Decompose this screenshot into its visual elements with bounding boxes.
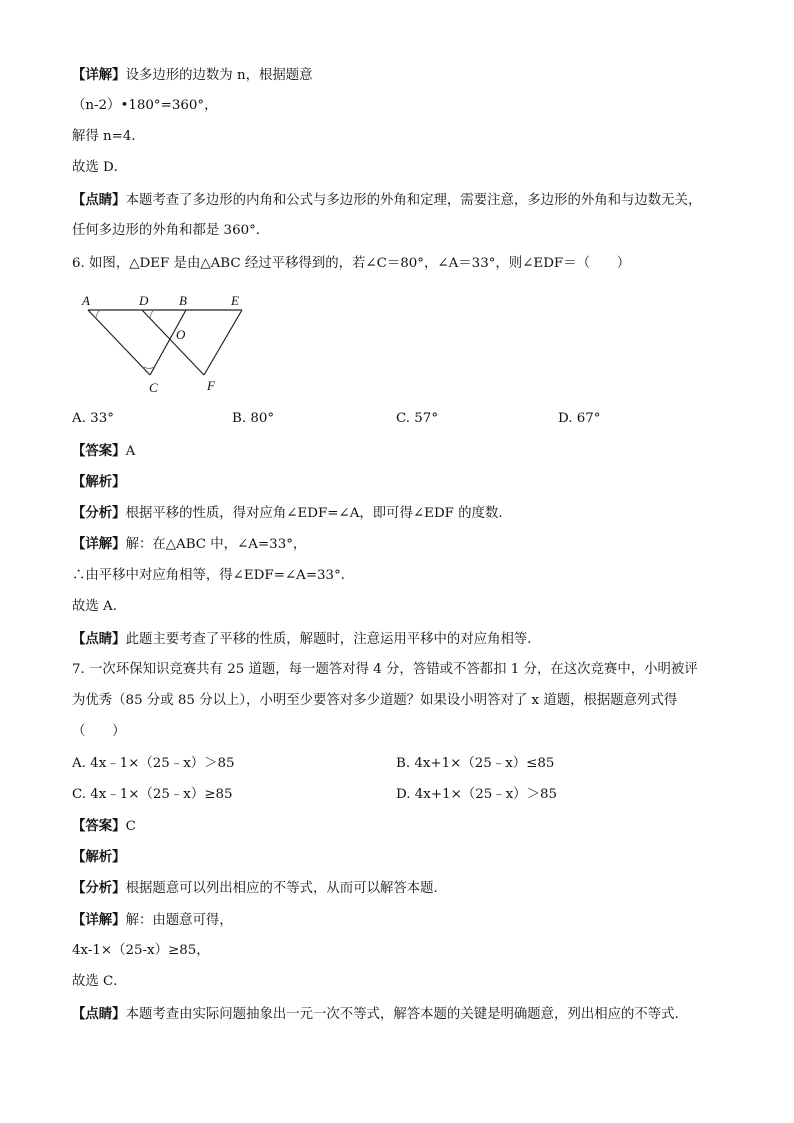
angle-mark-a xyxy=(96,310,100,318)
q6-answer-value: A xyxy=(125,444,136,459)
label-e: E xyxy=(231,293,239,308)
line-ac xyxy=(88,310,150,375)
line-ef xyxy=(204,310,242,375)
q7-answer xyxy=(72,817,136,836)
q7-option-b: B. 4x+1×（25﹣x）≤85 xyxy=(396,756,555,771)
label-b: B xyxy=(179,293,187,308)
q6-option-d: D. 67° xyxy=(558,411,601,426)
label-d: D xyxy=(139,293,149,308)
detail-tag: 【详解】 xyxy=(72,67,126,83)
q7-answer-tag: 【答案】 xyxy=(72,818,126,834)
q7-choose: 故选 C． xyxy=(72,974,127,989)
question-6-stem: 6. 如图，△DEF 是由△ABC 经过平移得到的，若∠C＝80°，∠A＝33°，则∠EDF＝（ ） xyxy=(72,256,631,271)
angle-mark-d xyxy=(150,310,154,318)
q6-step2: ∴由平移中对应角相等，得∠EDF=∠A=33°． xyxy=(72,568,355,583)
q6-analysis xyxy=(72,504,512,523)
q6-detail xyxy=(72,535,306,554)
q7-comment-text: 本题考查由实际问题抽象出一元一次不等式，解答本题的关键是明确题意，列出相应的不等式． xyxy=(125,1007,688,1022)
label-o: O xyxy=(176,327,186,342)
q6-answer xyxy=(72,442,135,461)
question-7-stem-3: （ ） xyxy=(72,724,126,739)
q7-option-c: C. 4x﹣1×（25﹣x）≥85 xyxy=(72,787,233,802)
comment-text: 本题考查了多边形的内角和公式与多边形的外角和定理，需要注意，多边形的外角和与边数无关， xyxy=(125,193,702,208)
q6-comment-tag: 【点睛】 xyxy=(72,631,126,647)
q7-option-d: D. 4x+1×（25﹣x）＞85 xyxy=(396,787,557,802)
q6-fenxi-tag: 【分析】 xyxy=(72,505,126,521)
q7-detail-tag: 【详解】 xyxy=(72,912,126,928)
comment-tag: 【点睛】 xyxy=(72,192,126,208)
label-a: A xyxy=(82,293,90,308)
q7-fenxi-text: 根据题意可以列出相应的不等式，从而可以解答本题． xyxy=(125,881,447,896)
q7-answer-value: C xyxy=(125,819,136,834)
solve-line: 解得 n=4． xyxy=(72,129,145,144)
q7-fenxi-tag: 【分析】 xyxy=(72,880,126,896)
q7-comment-tag: 【点睛】 xyxy=(72,1006,126,1022)
question-7-stem-2: 为优秀（85 分或 85 分以上），小明至少要答对多少道题？如果设小明答对了 x 道题，根据题意列式得 xyxy=(72,693,678,708)
q6-choose: 故选 A． xyxy=(72,599,127,614)
q6-option-a: A. 33° xyxy=(72,411,114,426)
q6-comment-text: 此题主要考查了平移的性质，解题时，注意运用平移中的对应角相等． xyxy=(125,632,541,647)
q7-analysis xyxy=(72,879,447,898)
question-7-stem-1: 7. 一次环保知识竞赛共有 25 道题，每一题答对得 4 分，答错或不答都扣 1 分，在这次竞赛中，小明被评 xyxy=(72,662,698,677)
detail-text: 设多边形的边数为 n，根据题意 xyxy=(125,68,313,83)
q6-answer-tag: 【答案】 xyxy=(72,443,126,459)
q7-comment xyxy=(72,1005,688,1024)
comment-line-2: 任何多边形的外角和都是 360°． xyxy=(72,223,270,238)
choose-line: 故选 D． xyxy=(72,160,128,175)
q7-option-a: A. 4x﹣1×（25﹣x）＞85 xyxy=(72,756,235,771)
q7-step2: 4x-1×（25-x）≥85， xyxy=(72,943,210,958)
q7-analysis-tag: 【解析】 xyxy=(72,849,126,865)
q6-comment xyxy=(72,630,541,649)
q7-detail-text: 解：由题意可得， xyxy=(125,913,233,928)
q7-detail xyxy=(72,911,233,930)
label-c: C xyxy=(149,380,158,395)
q6-detail-tag: 【详解】 xyxy=(72,536,126,552)
q6-analysis-tag: 【解析】 xyxy=(72,474,126,490)
angle-mark-c xyxy=(144,367,154,369)
line-bc xyxy=(150,310,186,375)
q6-option-c: C. 57° xyxy=(396,411,439,426)
line-df xyxy=(142,310,204,375)
q6-fenxi-text: 根据平移的性质，得对应角∠EDF=∠A，即可得∠EDF 的度数． xyxy=(125,506,512,521)
equation-line: （n-2）•180°=360°， xyxy=(72,98,218,113)
label-f: F xyxy=(207,378,215,393)
q6-detail-text: 解：在△ABC 中，∠A=33°， xyxy=(125,537,307,552)
q6-option-b: B. 80° xyxy=(232,411,275,426)
